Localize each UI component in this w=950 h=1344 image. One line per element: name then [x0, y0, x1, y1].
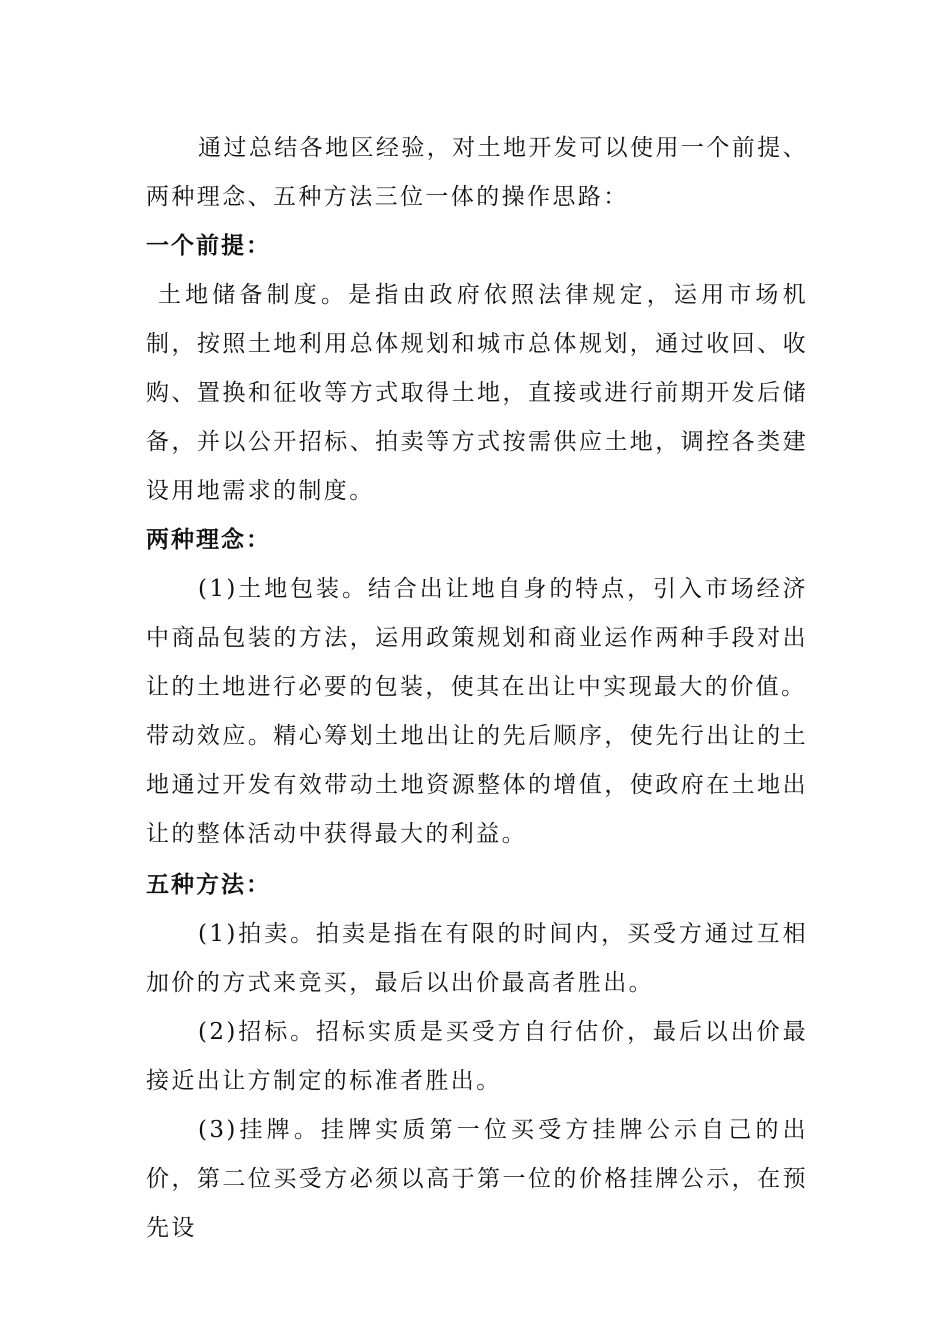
document-body: [146, 124, 808, 1253]
concept-2-paragraph: 带动效应。精心筹划土地出让的先后顺序，使先行出让的土地通过开发有效带动土地资源整体的增值，使政府在土地出让的整体活动中获得最大的利益。: [146, 723, 808, 847]
premise-paragraph: 土地储备制度。是指由政府依照法律规定，运用市场机制，按照土地利用总体规划和城市总体规划，通过收回、收购、置换和征收等方式取得土地，直接或进行前期开发后储备，并以公开招标、拍卖等方式按需供应土地，调控各类建设用地需求的制度。: [146, 282, 808, 504]
methods-heading: 五种方法：: [146, 872, 271, 898]
concepts-heading: 两种理念：: [146, 527, 271, 553]
method-3-paragraph: (3)挂牌。挂牌实质第一位买受方挂牌公示自己的出价，第二位买受方必须以高于第一位的价格挂牌公示，在预先设: [146, 1117, 808, 1241]
method-1-paragraph: (1)拍卖。拍卖是指在有限的时间内，买受方通过互相加价的方式来竞买，最后以出价最高者胜出。: [146, 921, 808, 996]
concept-1-paragraph: (1)土地包装。结合出让地自身的特点，引入市场经济中商品包装的方法，运用政策规划和商业运作两种手段对出让的土地进行必要的包装，使其在出让中实现最大的价值。: [146, 576, 808, 700]
method-2-paragraph: (2)招标。招标实质是买受方自行估价，最后以出价最接近出让方制定的标准者胜出。: [146, 1019, 808, 1094]
premise-heading: 一个前提：: [146, 233, 271, 259]
intro-paragraph: 通过总结各地区经验，对土地开发可以使用一个前提、两种理念、五种方法三位一体的操作思路：: [146, 135, 808, 210]
